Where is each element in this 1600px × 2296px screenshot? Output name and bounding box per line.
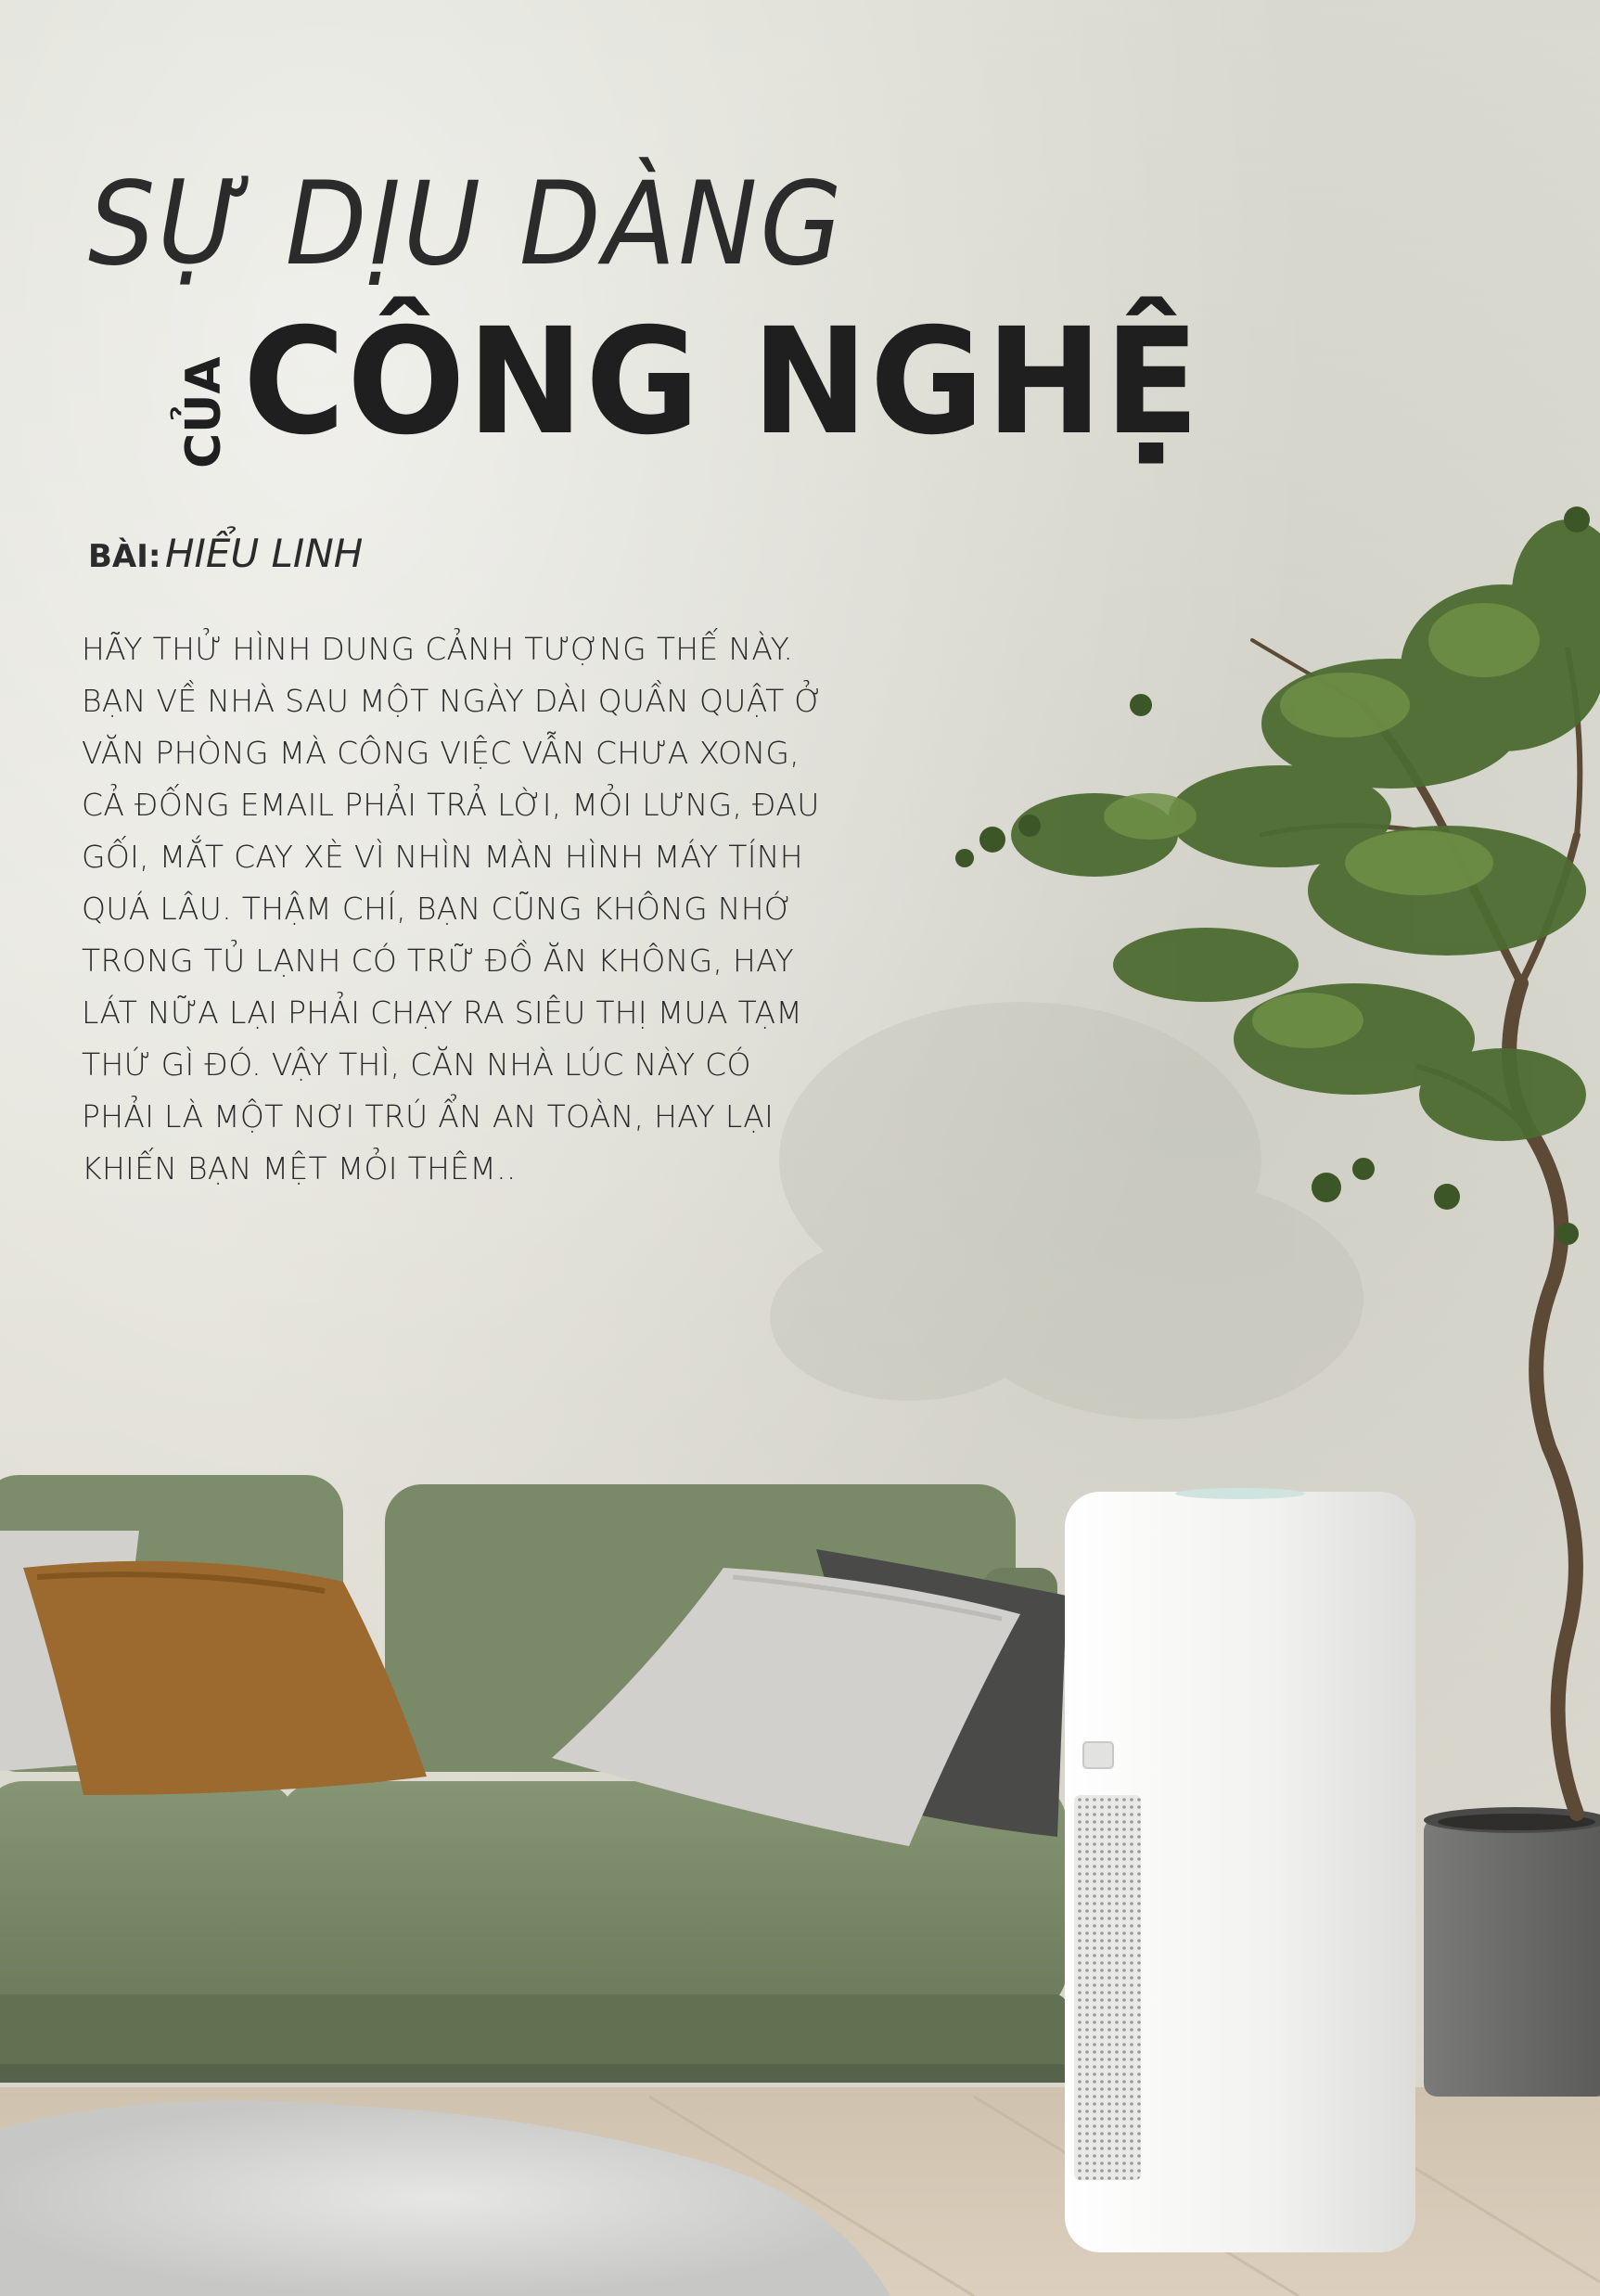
intro-paragraph: [82, 623, 954, 1195]
byline-label: BÀI:: [88, 538, 161, 575]
byline-author: HIỂU LINH: [164, 531, 364, 576]
paragraph-line: VĂN PHÒNG MÀ CÔNG VIỆC VẪN CHƯA XONG,: [82, 735, 800, 771]
paragraph-line: TRONG TỦ LẠNH CÓ TRỮ ĐỒ ĂN KHÔNG, HAY: [82, 943, 794, 979]
paragraph-line: LÁT NỮA LẠI PHẢI CHẠY RA SIÊU THỊ MUA TẠM: [82, 994, 803, 1031]
byline: [88, 531, 363, 576]
headline-line-1: SỰ DỊU DÀNG: [88, 158, 845, 291]
paragraph-line: BẠN VỀ NHÀ SAU MỘT NGÀY DÀI QUẦN QUẬT Ở: [82, 683, 824, 719]
paragraph-line: PHẢI LÀ MỘT NƠI TRÚ ẨN AN TOÀN, HAY LẠI: [82, 1098, 774, 1135]
paragraph-line: HÃY THỬ HÌNH DUNG CẢNH TƯỢNG THẾ NÀY.: [82, 631, 794, 667]
paragraph-line: KHIẾN BẠN MỆT MỎI THÊM..: [82, 1150, 517, 1186]
air-purifier: [1065, 1488, 1415, 2252]
plant-pot: [1424, 1807, 1600, 2097]
headline-connector: CỦA: [176, 356, 232, 468]
paragraph-line: GỐI, MẮT CAY XÈ VÌ NHÌN MÀN HÌNH MÁY TÍNH: [82, 839, 803, 875]
paragraph-line: QUÁ LÂU. THẬM CHÍ, BẠN CŨNG KHÔNG NHỚ: [82, 891, 794, 927]
paragraph-line: CẢ ĐỐNG EMAIL PHẢI TRẢ LỜI, MỎI LƯNG, ĐAU: [82, 787, 820, 823]
headline-line-2: CÔNG NGHỆ: [243, 297, 1201, 468]
paragraph-line: THỨ GÌ ĐÓ. VẬY THÌ, CĂN NHÀ LÚC NÀY CÓ: [82, 1046, 751, 1083]
